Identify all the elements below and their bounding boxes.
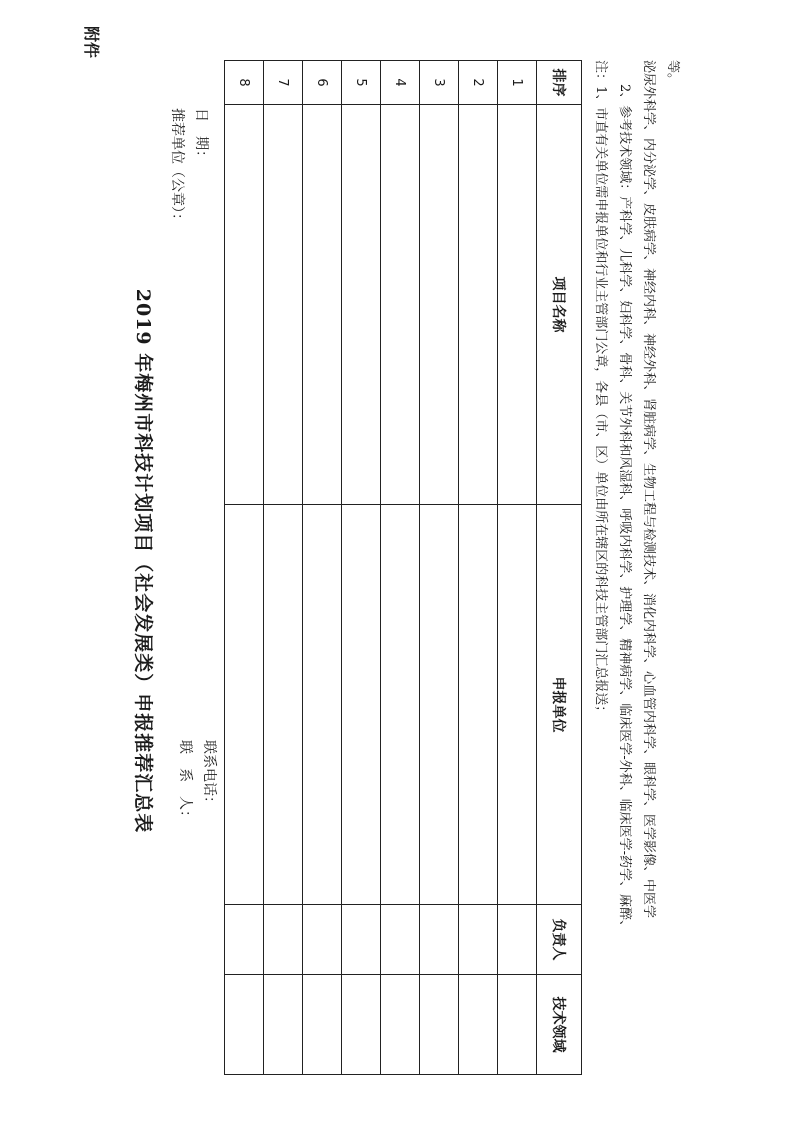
note-line-2: 2、参考技术领域：产科学、儿科学、妇科学、骨科、关节外科和风湿科、呼吸内科学、护理学、精神病学、临床医学-外科、临床医学-药学、麻醉、 [617,84,632,934]
row-number: 4 [381,61,420,105]
cell-technical-field[interactable] [420,975,459,1075]
cell-technical-field[interactable] [303,975,342,1075]
page-title: 2019 年梅州市科技计划项目（社会发展类）申报推荐汇总表 [132,288,154,834]
table-row [225,61,264,1075]
cell-project-name[interactable] [381,105,420,505]
attachment-label: 附件 [82,26,101,59]
cell-applicant-unit[interactable] [498,505,537,905]
cell-person-in-charge[interactable] [303,905,342,975]
cell-person-in-charge[interactable] [459,905,498,975]
note-line-3: 泌尿外科学、内分泌学、皮肤病学、神经内科、神经外科、肾脏病学、生物工程与检测技术、消化内科学、心血管内科学、眼科学、医学影像、中医学 [641,60,656,919]
cell-technical-field[interactable] [225,975,264,1075]
row-number: 3 [420,61,459,105]
cell-applicant-unit[interactable] [381,505,420,905]
cell-person-in-charge[interactable] [381,905,420,975]
cell-project-name[interactable] [459,105,498,505]
table-row [381,61,420,1075]
table-header-row [537,61,582,1075]
cell-project-name[interactable] [303,105,342,505]
recommending-unit-label: 推荐单位（公章）： [169,108,185,227]
cell-applicant-unit[interactable] [225,505,264,905]
cell-project-name[interactable] [498,105,537,505]
table-row [420,61,459,1075]
contact-phone-label: 联系电话： [201,740,217,810]
row-number: 2 [459,61,498,105]
table-row [264,61,303,1075]
contact-person-label: 联 系 人： [177,740,193,824]
cell-person-in-charge[interactable] [498,905,537,975]
date-label: 日 期： [193,108,209,164]
cell-person-in-charge[interactable] [420,905,459,975]
cell-technical-field[interactable] [381,975,420,1075]
table-row [303,61,342,1075]
cell-technical-field[interactable] [342,975,381,1075]
header-project-name: 项目名称 [537,105,582,505]
row-number: 5 [342,61,381,105]
cell-applicant-unit[interactable] [264,505,303,905]
cell-project-name[interactable] [225,105,264,505]
table-row [459,61,498,1075]
cell-project-name[interactable] [420,105,459,505]
note-line-4: 等。 [665,60,680,87]
cell-person-in-charge[interactable] [342,905,381,975]
header-technical-field: 技术领域 [537,975,582,1075]
cell-technical-field[interactable] [498,975,537,1075]
cell-project-name[interactable] [342,105,381,505]
summary-table [224,60,582,1075]
header-applicant-unit: 申报单位 [537,505,582,905]
cell-project-name[interactable] [264,105,303,505]
cell-person-in-charge[interactable] [264,905,303,975]
cell-technical-field[interactable] [264,975,303,1075]
table-row [498,61,537,1075]
note-line-1: 注：1、市直有关单位需申报单位和行业主管部门公章，各县（市、区）单位由所在辖区的科技主管部门汇总报送； [593,60,608,719]
header-person-in-charge: 负责人 [537,905,582,975]
table-row [342,61,381,1075]
row-number: 1 [498,61,537,105]
cell-applicant-unit[interactable] [342,505,381,905]
header-order: 排序 [537,61,582,105]
cell-applicant-unit[interactable] [420,505,459,905]
cell-person-in-charge[interactable] [225,905,264,975]
cell-applicant-unit[interactable] [303,505,342,905]
row-number: 6 [303,61,342,105]
row-number: 7 [264,61,303,105]
cell-technical-field[interactable] [459,975,498,1075]
cell-applicant-unit[interactable] [459,505,498,905]
row-number: 8 [225,61,264,105]
